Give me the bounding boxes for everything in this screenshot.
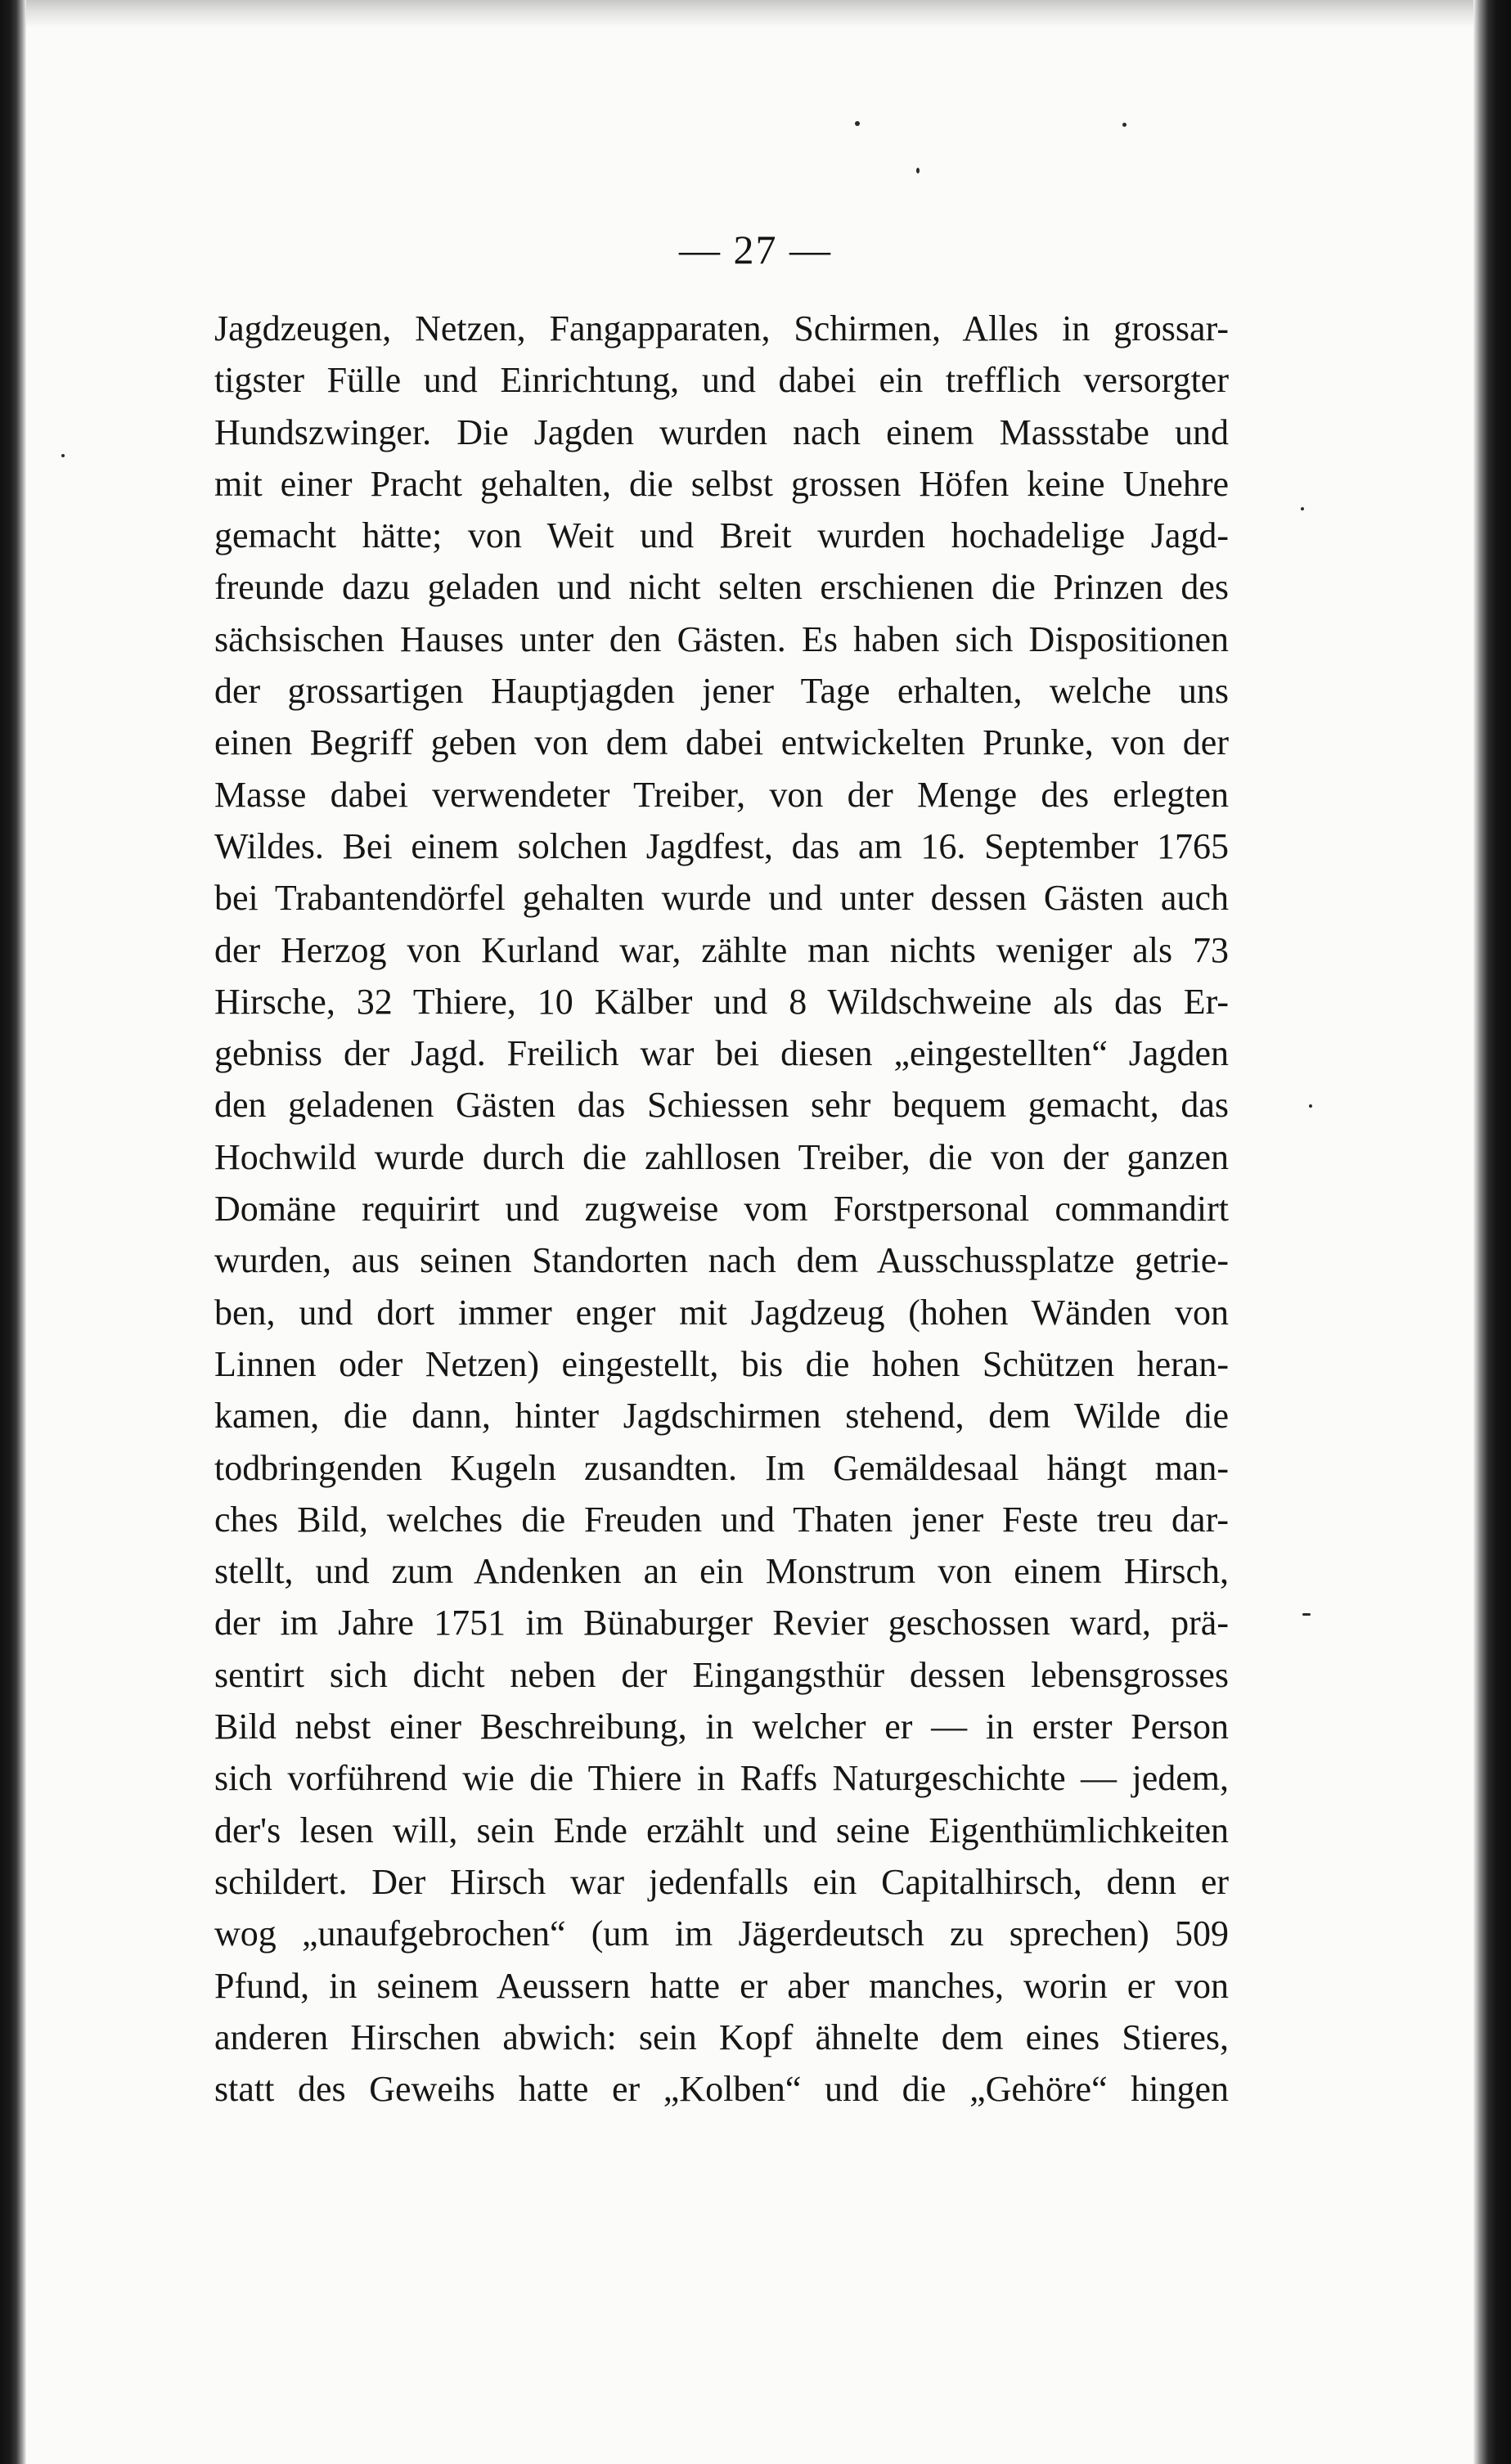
text-line: Hirsche, 32 Thiere, 10 Kälber und 8 Wildschweine als das Er- (214, 981, 1229, 1022)
text-line: tigster Fülle und Einrichtung, und dabei ein trefflich versorgter (214, 360, 1229, 401)
text-line: todbringenden Kugeln zusandten. Im Gemäldesaal hängt man- (214, 1447, 1229, 1488)
text-line: Hochwild wurde durch die zahllosen Treiber, die von der ganzen (214, 1136, 1229, 1177)
text-line: anderen Hirschen abwich: sein Kopf ähnelte dem eines Stieres, (214, 2017, 1229, 2057)
text-line: bei Trabantendörfel gehalten wurde und unter dessen Gästen auch (214, 878, 1229, 919)
scan-speck (61, 454, 65, 457)
text-line: Domäne requirirt und zugweise vom Forstpersonal commandirt (214, 1189, 1229, 1230)
text-line: einen Begriff geben von dem dabei entwickelten Prunke, von der (214, 722, 1229, 763)
text-line: gemacht hätte; von Weit und Breit wurden hochadelige Jagd- (214, 515, 1229, 556)
text-line: Bild nebst einer Beschreibung, in welcher er — in erster Person (214, 1706, 1229, 1747)
text-line: kamen, die dann, hinter Jagdschirmen stehend, dem Wilde die (214, 1396, 1229, 1437)
text-line: Pfund, in seinem Aeussern hatte er aber manches, worin er von (214, 1965, 1229, 2006)
text-line: Hundszwinger. Die Jagden wurden nach einem Massstabe und (214, 411, 1229, 452)
text-line: gebniss der Jagd. Freilich war bei diesen „eingestellten“ Jagden (214, 1033, 1229, 1074)
scan-speck (1309, 1104, 1312, 1108)
text-line: der's lesen will, sein Ende erzählt und seine Eigenthümlichkeiten (214, 1810, 1229, 1850)
text-line: der im Jahre 1751 im Bünaburger Revier geschossen ward, prä- (214, 1603, 1229, 1643)
body-text (214, 303, 1229, 2115)
text-line: der grossartigen Hauptjagden jener Tage erhalten, welche uns (214, 671, 1229, 712)
text-line: sächsischen Hauses unter den Gästen. Es haben sich Dispositionen (214, 618, 1229, 659)
text-line: statt des Geweihs hatte er „Kolben“ und die „Gehöre“ hingen (214, 2069, 1229, 2110)
text-line: ben, und dort immer enger mit Jagdzeug (hohen Wänden von (214, 1292, 1229, 1333)
page-left-edge (0, 0, 26, 2464)
text-line: schildert. Der Hirsch war jedenfalls ein Capitalhirsch, denn er (214, 1861, 1229, 1902)
text-line: wurden, aus seinen Standorten nach dem Ausschussplatze getrie- (214, 1240, 1229, 1281)
text-line: mit einer Pracht gehalten, die selbst grossen Höfen keine Unehre (214, 463, 1229, 504)
scan-speck (855, 121, 860, 126)
scan-speck (1301, 507, 1304, 510)
text-line: Jagdzeugen, Netzen, Fangapparaten, Schirmen, Alles in grossar- (214, 308, 1229, 348)
scan-speck (916, 168, 920, 173)
text-line: sich vorführend wie die Thiere in Raffs Naturgeschichte — jedem, (214, 1758, 1229, 1799)
text-line: freunde dazu geladen und nicht selten erschienen die Prinzen des (214, 567, 1229, 608)
scan-speck (1122, 123, 1127, 127)
page-top-shadow (0, 0, 1511, 28)
page-number-header: — 27 — (679, 227, 832, 272)
text-line: Wildes. Bei einem solchen Jagdfest, das am 16. September 1765 (214, 825, 1229, 866)
text-line: der Herzog von Kurland war, zählte man nichts weniger als 73 (214, 929, 1229, 970)
text-line: ches Bild, welches die Freuden und Thaten jener Feste treu dar- (214, 1499, 1229, 1540)
text-line: wog „unaufgebrochen“ (um im Jägerdeutsch zu sprechen) 509 (214, 1913, 1229, 1954)
text-line: sentirt sich dicht neben der Eingangsthür dessen lebensgrosses (214, 1654, 1229, 1695)
text-line: stellt, und zum Andenken an ein Monstrum von einem Hirsch, (214, 1551, 1229, 1592)
scan-speck (1302, 1613, 1311, 1616)
text-line: den geladenen Gästen das Schiessen sehr bequem gemacht, das (214, 1085, 1229, 1126)
text-line: Linnen oder Netzen) eingestellt, bis die hohen Schützen heran- (214, 1343, 1229, 1384)
page-right-edge (1473, 0, 1511, 2464)
text-line: Masse dabei verwendeter Treiber, von der Menge des erlegten (214, 774, 1229, 815)
